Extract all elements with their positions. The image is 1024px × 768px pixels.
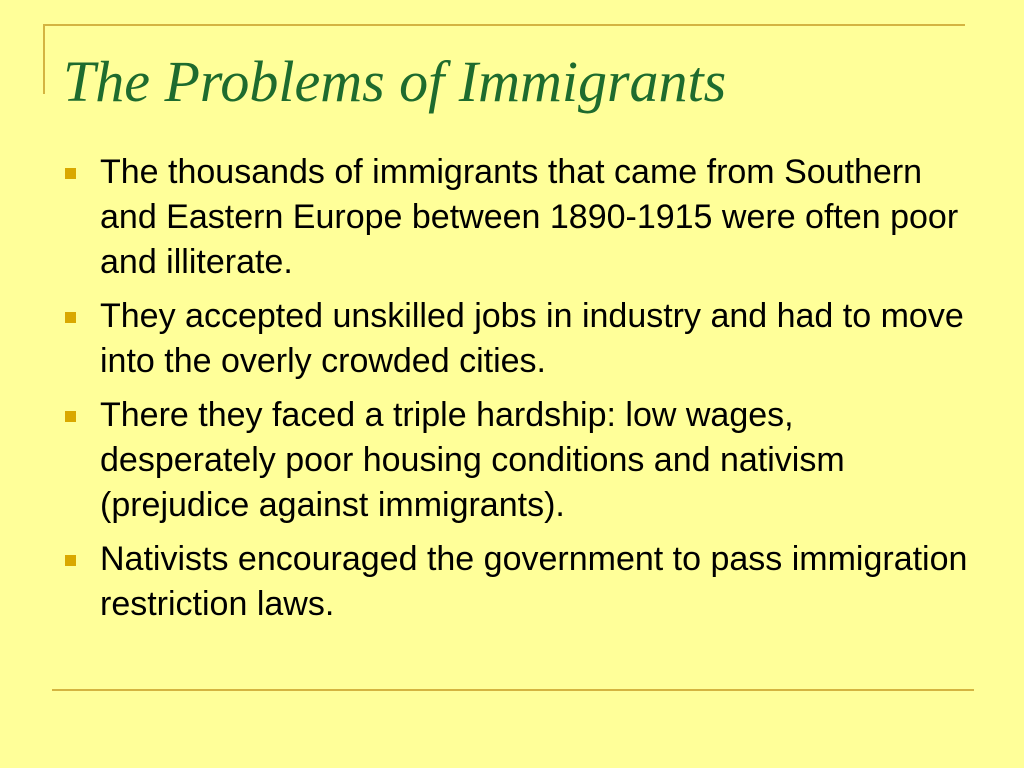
slide-title: The Problems of Immigrants bbox=[63, 49, 727, 114]
top-divider-line bbox=[43, 24, 965, 26]
bottom-divider-line bbox=[52, 689, 974, 691]
bullet-text: There they faced a triple hardship: low wages, desperately poor housing conditions and nativism (prejudice against immigrants). bbox=[100, 396, 845, 524]
left-accent-line bbox=[43, 24, 45, 94]
bullet-text: The thousands of immigrants that came from Southern and Eastern Europe between 1890-1915 were often poor and illiterate. bbox=[100, 153, 959, 281]
square-bullet-icon bbox=[65, 411, 76, 422]
bullet-item bbox=[65, 537, 975, 627]
bullet-text: Nativists encouraged the government to pass immigration restriction laws. bbox=[100, 540, 968, 623]
square-bullet-icon bbox=[65, 555, 76, 566]
bullet-item bbox=[65, 150, 975, 285]
square-bullet-icon bbox=[65, 168, 76, 179]
bullet-item bbox=[65, 393, 975, 528]
bullet-text: They accepted unskilled jobs in industry and had to move into the overly crowded cities. bbox=[100, 297, 964, 380]
bullet-list bbox=[65, 150, 975, 636]
bullet-item bbox=[65, 294, 975, 384]
square-bullet-icon bbox=[65, 312, 76, 323]
